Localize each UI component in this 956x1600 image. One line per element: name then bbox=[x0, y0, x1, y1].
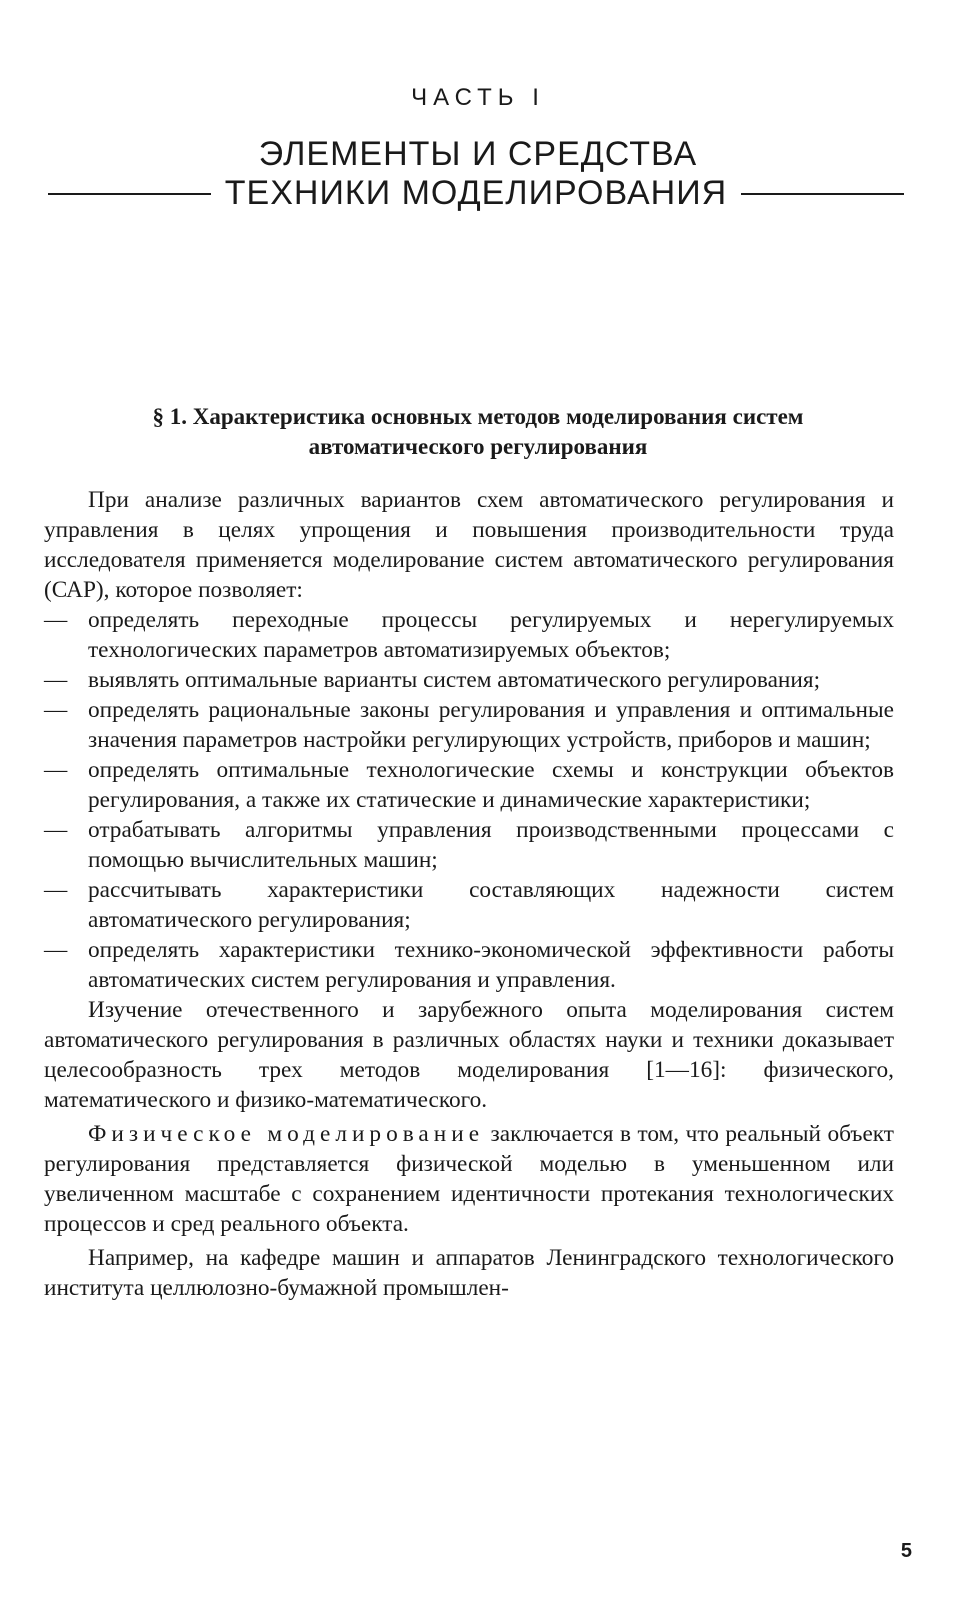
list-dash: — bbox=[44, 667, 68, 693]
list-item-text: определять переходные процессы регулируемых и нерегулируемых технологических параметров автоматизируемых объектов; bbox=[88, 607, 894, 663]
physical-modeling-text: заключается в том, что реальный объект регулирования представляется физической моделью в уменьшенном или увеличенном масштабе с сохранением идентичности протекания технологических процессов и сред реального объекта. bbox=[44, 1121, 894, 1237]
part-label: ЧАСТЬ I bbox=[411, 84, 545, 111]
list-item bbox=[44, 875, 894, 935]
example-paragraph: Например, на кафедре машин и аппаратов Ленинградского технологического института целлюлозно-бумажной промышлен- bbox=[44, 1245, 894, 1301]
section-heading-line-2: автоматического регулирования bbox=[308, 434, 648, 459]
list-item-text: выявлять оптимальные варианты систем автоматического регулирования; bbox=[88, 667, 821, 693]
list-dash: — bbox=[44, 877, 68, 903]
list-dash: — bbox=[44, 817, 68, 843]
part-title-row bbox=[48, 174, 904, 213]
list-item bbox=[44, 755, 894, 815]
list-item bbox=[44, 605, 894, 665]
list-item-text: определять характеристики технико-экономической эффективности работы автоматических систем регулирования и управления. bbox=[88, 937, 894, 993]
list-item bbox=[44, 815, 894, 875]
part-title-line-1: ЭЛЕМЕНТЫ И СРЕДСТВА bbox=[258, 135, 698, 173]
study-paragraph: Изучение отечественного и зарубежного опыта моделирования систем автоматического регулирования в различных областях науки и техники доказывает целесообразность трех методов моделирования [1—16]: физического, математического и физико-математического. bbox=[44, 997, 894, 1113]
list-item-text: определять оптимальные технологические схемы и конструкции объектов регулирования, а также их статические и динамические характеристики; bbox=[88, 757, 894, 813]
body-text bbox=[44, 485, 894, 1303]
list-item-text: рассчитывать характеристики составляющих надежности систем автоматического регулирования; bbox=[88, 877, 894, 933]
section-heading bbox=[40, 402, 916, 462]
part-title-line-2: ТЕХНИКИ МОДЕЛИРОВАНИЯ bbox=[224, 174, 728, 212]
physical-modeling-term: Физическое моделирование bbox=[88, 1121, 485, 1147]
list-item bbox=[44, 665, 894, 695]
list-item-text: отрабатывать алгоритмы управления производственными процессами с помощью вычислительных машин; bbox=[88, 817, 894, 873]
right-rule bbox=[741, 193, 904, 195]
list-item bbox=[44, 695, 894, 755]
intro-paragraph: При анализе различных вариантов схем автоматического регулирования и управления в целях упрощения и повышения производительности труда исследователя применяется моделирование систем автоматического регулирования (САР), которое позволяет: bbox=[44, 487, 894, 603]
physical-modeling-paragraph bbox=[44, 1119, 894, 1239]
list-dash: — bbox=[44, 697, 68, 723]
list-dash: — bbox=[44, 757, 68, 783]
list-item-text: определять рациональные законы регулирования и управления и оптимальные значения параметров настройки регулирующих устройств, приборов и машин; bbox=[88, 697, 894, 753]
list-item bbox=[44, 935, 894, 995]
list-dash: — bbox=[44, 607, 68, 633]
list-dash: — bbox=[44, 937, 68, 963]
page-number: 5 bbox=[900, 1540, 912, 1562]
section-heading-line-1: § 1. Характеристика основных методов моделирования систем bbox=[152, 404, 804, 429]
left-rule bbox=[48, 193, 211, 195]
